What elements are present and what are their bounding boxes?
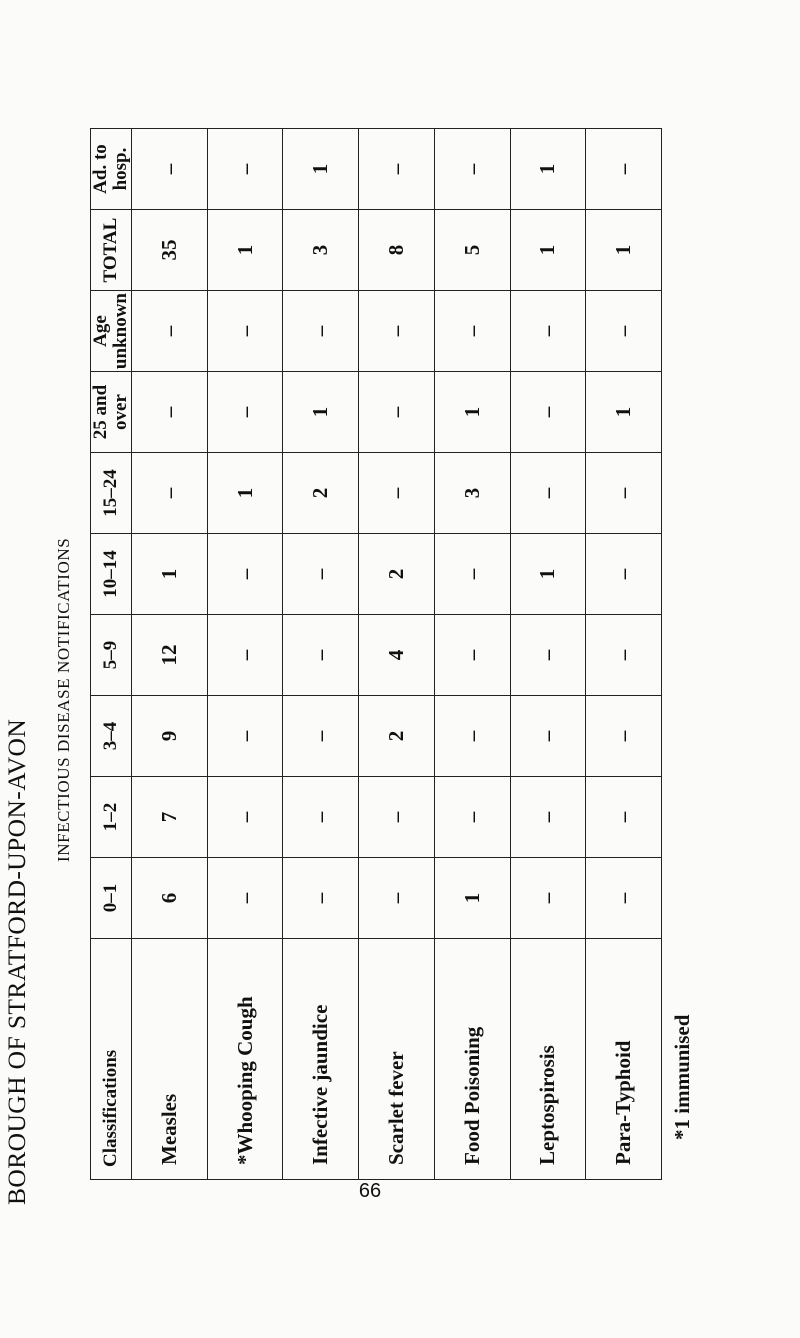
- row-classification: Infective jaundice: [283, 939, 359, 1180]
- table-cell: –: [434, 129, 510, 210]
- table-cell: –: [283, 291, 359, 372]
- notifications-table-container: [90, 128, 662, 1180]
- header-age-10-14: 10–14: [91, 534, 132, 615]
- table-cell: –: [510, 291, 586, 372]
- table-cell: 1: [510, 210, 586, 291]
- header-classifications: Classifications: [91, 939, 132, 1180]
- table-cell: –: [359, 372, 435, 453]
- table-cell: –: [510, 615, 586, 696]
- table-cell: 3: [283, 210, 359, 291]
- table-cell: –: [132, 453, 208, 534]
- table-cell: 1: [586, 210, 662, 291]
- row-classification: Measles: [132, 939, 208, 1180]
- page-title: BOROUGH OF STRATFORD-UPON-AVON: [2, 718, 31, 1205]
- table-cell: –: [207, 696, 283, 777]
- table-cell: –: [434, 777, 510, 858]
- table-cell: –: [434, 696, 510, 777]
- table-body: [132, 129, 662, 1180]
- header-age-0-1: 0–1: [91, 858, 132, 939]
- table-cell: 2: [359, 696, 435, 777]
- table-cell: –: [283, 534, 359, 615]
- table-row: [510, 129, 586, 1180]
- row-classification: Para-Typhoid: [586, 939, 662, 1180]
- table-cell: 8: [359, 210, 435, 291]
- table-cell: –: [283, 696, 359, 777]
- header-age-5-9: 5–9: [91, 615, 132, 696]
- header-age-1-2: 1–2: [91, 777, 132, 858]
- table-cell: –: [207, 372, 283, 453]
- table-header-row: [91, 129, 132, 1180]
- table-cell: –: [434, 615, 510, 696]
- table-row: [283, 129, 359, 1180]
- table-cell: –: [359, 777, 435, 858]
- table-row: [132, 129, 208, 1180]
- table-cell: –: [132, 372, 208, 453]
- table-cell: 1: [207, 453, 283, 534]
- table-cell: 1: [283, 129, 359, 210]
- row-classification: Food Poisoning: [434, 939, 510, 1180]
- table-cell: –: [510, 372, 586, 453]
- table-cell: –: [586, 129, 662, 210]
- table-cell: –: [132, 291, 208, 372]
- table-row: [586, 129, 662, 1180]
- table-row: [434, 129, 510, 1180]
- table-cell: –: [207, 615, 283, 696]
- table-cell: –: [283, 615, 359, 696]
- table-cell: 2: [283, 453, 359, 534]
- table-cell: –: [586, 696, 662, 777]
- page-subtitle: INFECTIOUS DISEASE NOTIFICATIONS: [54, 537, 73, 862]
- table-cell: 12: [132, 615, 208, 696]
- table-row: [359, 129, 435, 1180]
- header-total: TOTAL: [91, 210, 132, 291]
- header-age-3-4: 3–4: [91, 696, 132, 777]
- table-cell: –: [359, 291, 435, 372]
- table-cell: 4: [359, 615, 435, 696]
- page-number: 66: [358, 1180, 382, 1202]
- table-cell: –: [586, 777, 662, 858]
- table-cell: 1: [434, 858, 510, 939]
- table-cell: –: [586, 534, 662, 615]
- table-cell: 1: [586, 372, 662, 453]
- table-cell: 1: [510, 534, 586, 615]
- header-age-25-over: 25 and over: [91, 372, 132, 453]
- table-cell: –: [434, 534, 510, 615]
- table-cell: –: [207, 858, 283, 939]
- table-cell: –: [510, 858, 586, 939]
- table-cell: –: [586, 453, 662, 534]
- table-cell: 5: [434, 210, 510, 291]
- table-cell: –: [510, 696, 586, 777]
- table-cell: 35: [132, 210, 208, 291]
- table-cell: 6: [132, 858, 208, 939]
- table-cell: –: [510, 777, 586, 858]
- header-age-unknown: Age unknown: [91, 291, 132, 372]
- header-age-15-24: 15–24: [91, 453, 132, 534]
- table-cell: 9: [132, 696, 208, 777]
- table-cell: –: [207, 291, 283, 372]
- header-ad-to-hosp: Ad. to hosp.: [91, 129, 132, 210]
- table-cell: 3: [434, 453, 510, 534]
- table-cell: 1: [207, 210, 283, 291]
- row-classification: *Whooping Cough: [207, 939, 283, 1180]
- table-cell: –: [132, 129, 208, 210]
- row-classification: Leptospirosis: [510, 939, 586, 1180]
- table-cell: –: [359, 129, 435, 210]
- table-cell: –: [434, 291, 510, 372]
- table-cell: –: [359, 858, 435, 939]
- table-cell: –: [207, 534, 283, 615]
- table-cell: –: [283, 777, 359, 858]
- table-cell: 2: [359, 534, 435, 615]
- footnote: *1 immunised: [670, 1014, 694, 1140]
- table-cell: –: [359, 453, 435, 534]
- table-row: [207, 129, 283, 1180]
- table-cell: 1: [283, 372, 359, 453]
- table-cell: 1: [510, 129, 586, 210]
- table-cell: –: [586, 291, 662, 372]
- table-cell: –: [207, 129, 283, 210]
- table-cell: –: [586, 615, 662, 696]
- table-cell: 7: [132, 777, 208, 858]
- table-cell: –: [283, 858, 359, 939]
- notifications-table: [90, 128, 662, 1180]
- table-cell: –: [586, 858, 662, 939]
- table-cell: –: [207, 777, 283, 858]
- table-cell: –: [510, 453, 586, 534]
- table-cell: 1: [132, 534, 208, 615]
- row-classification: Scarlet fever: [359, 939, 435, 1180]
- table-cell: 1: [434, 372, 510, 453]
